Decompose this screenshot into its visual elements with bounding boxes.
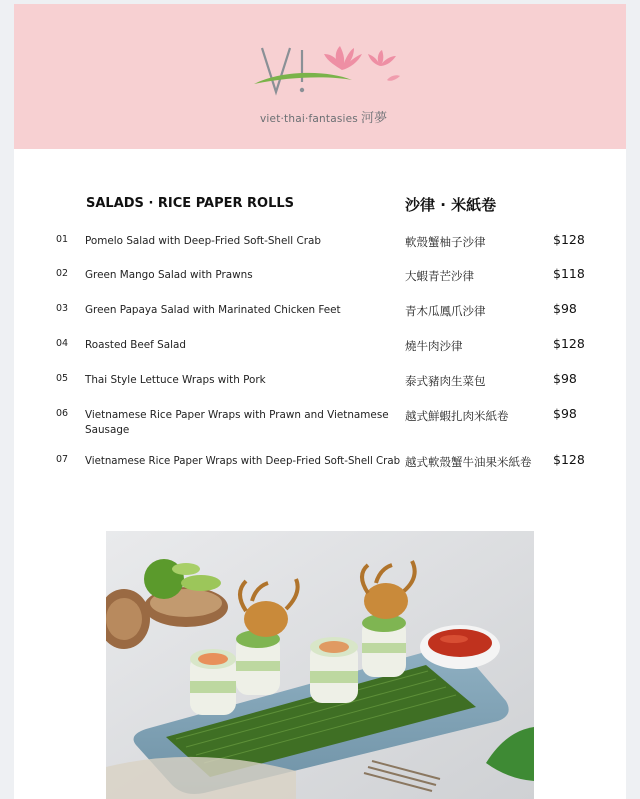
item-price: $98 bbox=[553, 406, 577, 421]
item-number: 01 bbox=[56, 234, 69, 245]
item-price: $118 bbox=[553, 266, 585, 281]
item-name-chinese: 軟殼蟹柚子沙律 bbox=[405, 235, 486, 249]
item-price: $128 bbox=[553, 336, 585, 351]
item-price: $98 bbox=[553, 371, 577, 386]
item-name: Roasted Beef Salad bbox=[85, 339, 186, 351]
item-price: $128 bbox=[553, 232, 585, 247]
brand-tagline bbox=[260, 107, 387, 126]
item-number: 02 bbox=[56, 268, 69, 279]
item-number: 03 bbox=[56, 303, 69, 314]
tagline-chinese: 河夢 bbox=[360, 111, 388, 126]
header-banner bbox=[14, 4, 626, 149]
item-name-chinese: 青木瓜鳳爪沙律 bbox=[405, 304, 486, 318]
item-name-chinese: 泰式豬肉生菜包 bbox=[405, 374, 486, 388]
item-name: Vietnamese Rice Paper Wraps with Deep-Fried Soft-Shell Crab bbox=[85, 456, 401, 467]
section-title-chinese: 沙律 · 米紙卷 bbox=[405, 196, 497, 214]
item-name: Thai Style Lettuce Wraps with Pork bbox=[85, 374, 266, 386]
item-name: Green Mango Salad with Prawns bbox=[85, 269, 253, 281]
item-price: $98 bbox=[553, 301, 577, 316]
item-name-chinese: 越式軟殼蟹牛油果米紙卷 bbox=[405, 455, 532, 469]
rice-paper-rolls-photo bbox=[106, 531, 534, 799]
item-number: 04 bbox=[56, 338, 69, 349]
item-number: 07 bbox=[56, 454, 69, 465]
item-name-chinese: 越式鮮蝦扎肉米紙卷 bbox=[405, 409, 509, 423]
item-name: Pomelo Salad with Deep-Fried Soft-Shell Crab bbox=[85, 235, 321, 247]
item-number: 05 bbox=[56, 373, 69, 384]
item-name: Green Papaya Salad with Marinated Chicken Feet bbox=[85, 304, 341, 316]
section-title: SALADS · RICE PAPER ROLLS bbox=[86, 196, 295, 211]
item-name-chinese: 燒牛肉沙律 bbox=[405, 339, 463, 353]
item-name-chinese: 大蝦青芒沙律 bbox=[405, 269, 474, 283]
item-number: 06 bbox=[56, 408, 69, 419]
food-photo bbox=[106, 531, 534, 799]
item-name: Vietnamese Rice Paper Wraps with Prawn and Vietnamese Sausage bbox=[85, 409, 389, 436]
menu-page bbox=[14, 4, 626, 799]
item-price: $128 bbox=[553, 452, 585, 467]
tagline-text: viet·thai·fantasies bbox=[260, 113, 358, 125]
